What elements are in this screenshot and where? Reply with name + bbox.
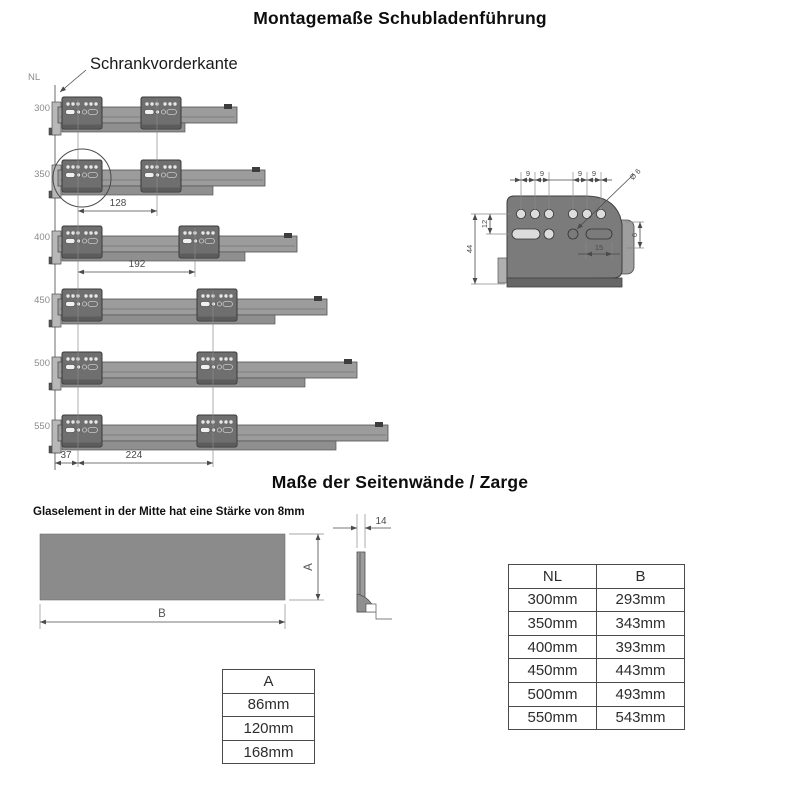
a-value: 168mm — [223, 740, 315, 764]
nl-value: 400mm — [509, 635, 597, 659]
axis-label-550: 550 — [34, 421, 50, 432]
dim-9-label-1: 9 — [525, 169, 531, 178]
dim-12-label: 12 — [480, 219, 489, 229]
nl-value: 550mm — [509, 706, 597, 730]
a-column-header: A — [223, 670, 315, 694]
nl-column-header: NL — [509, 565, 597, 589]
drawer-slide-row-550 — [49, 415, 388, 453]
nl-b-table — [508, 564, 685, 730]
axis-label-350: 350 — [34, 169, 50, 180]
b-value: 293mm — [597, 588, 685, 612]
table-row — [223, 693, 315, 717]
b-column-header: B — [597, 565, 685, 589]
drawer-slide-row-300 — [49, 97, 237, 135]
dim-44-label: 44 — [465, 244, 474, 254]
b-value: 393mm — [597, 635, 685, 659]
dim-128-label: 128 — [109, 198, 127, 209]
b-value: 343mm — [597, 612, 685, 636]
side-profile-drawing — [333, 514, 392, 619]
table-header-row — [223, 670, 315, 694]
axis-label-400: 400 — [34, 232, 50, 243]
nl-value: 500mm — [509, 682, 597, 706]
b-value: 443mm — [597, 659, 685, 683]
table-row — [509, 588, 685, 612]
drawer-slide-row-400 — [49, 226, 297, 264]
a-table — [222, 669, 315, 764]
nl-value: 450mm — [509, 659, 597, 683]
dim-14-label: 14 — [375, 516, 387, 527]
table-row — [509, 612, 685, 636]
dim-224-label: 224 — [125, 450, 143, 461]
section-title: Maße der Seitenwände / Zarge — [271, 472, 529, 492]
nl-value: 350mm — [509, 612, 597, 636]
dim-192-label: 192 — [128, 259, 146, 270]
axis-label-500: 500 — [34, 358, 50, 369]
dim-9-label-3: 9 — [577, 169, 583, 178]
dim-a-label: A — [303, 563, 315, 571]
slide-dimension-lines — [55, 99, 213, 467]
dim-b-label: B — [158, 608, 166, 620]
axis-label-nl: NL — [28, 72, 41, 83]
b-value: 543mm — [597, 706, 685, 730]
glass-note: Glaselement in der Mitte hat eine Stärke von 8mm — [33, 506, 305, 518]
dim-9-label-4: 9 — [591, 169, 597, 178]
table-row — [509, 706, 685, 730]
dim-15-label: 15 — [594, 243, 604, 252]
a-value: 120mm — [223, 717, 315, 741]
table-header-row — [509, 565, 685, 589]
dim-9-label-2: 9 — [539, 169, 545, 178]
glass-panel-drawing — [40, 534, 324, 629]
axis-label-300: 300 — [34, 103, 50, 114]
table-row — [509, 682, 685, 706]
axis-label-450: 450 — [34, 295, 50, 306]
table-row — [223, 717, 315, 741]
a-value: 86mm — [223, 693, 315, 717]
table-row — [509, 635, 685, 659]
table-row — [223, 740, 315, 764]
dim-37-label: 37 — [60, 450, 72, 461]
nl-value: 300mm — [509, 588, 597, 612]
table-row — [509, 659, 685, 683]
b-value: 493mm — [597, 682, 685, 706]
front-edge-label: Schrankvorderkante — [90, 55, 238, 73]
dim-hole-diameter-label: Ø 6 — [627, 166, 643, 182]
page-title: Montagemaße Schubladenführung — [253, 8, 547, 28]
drawer-slide-row-450 — [49, 289, 327, 327]
mounting-bracket-detail — [471, 172, 644, 287]
dim-6-label: 6 — [630, 232, 639, 238]
drawer-slide-row-500 — [49, 352, 357, 390]
